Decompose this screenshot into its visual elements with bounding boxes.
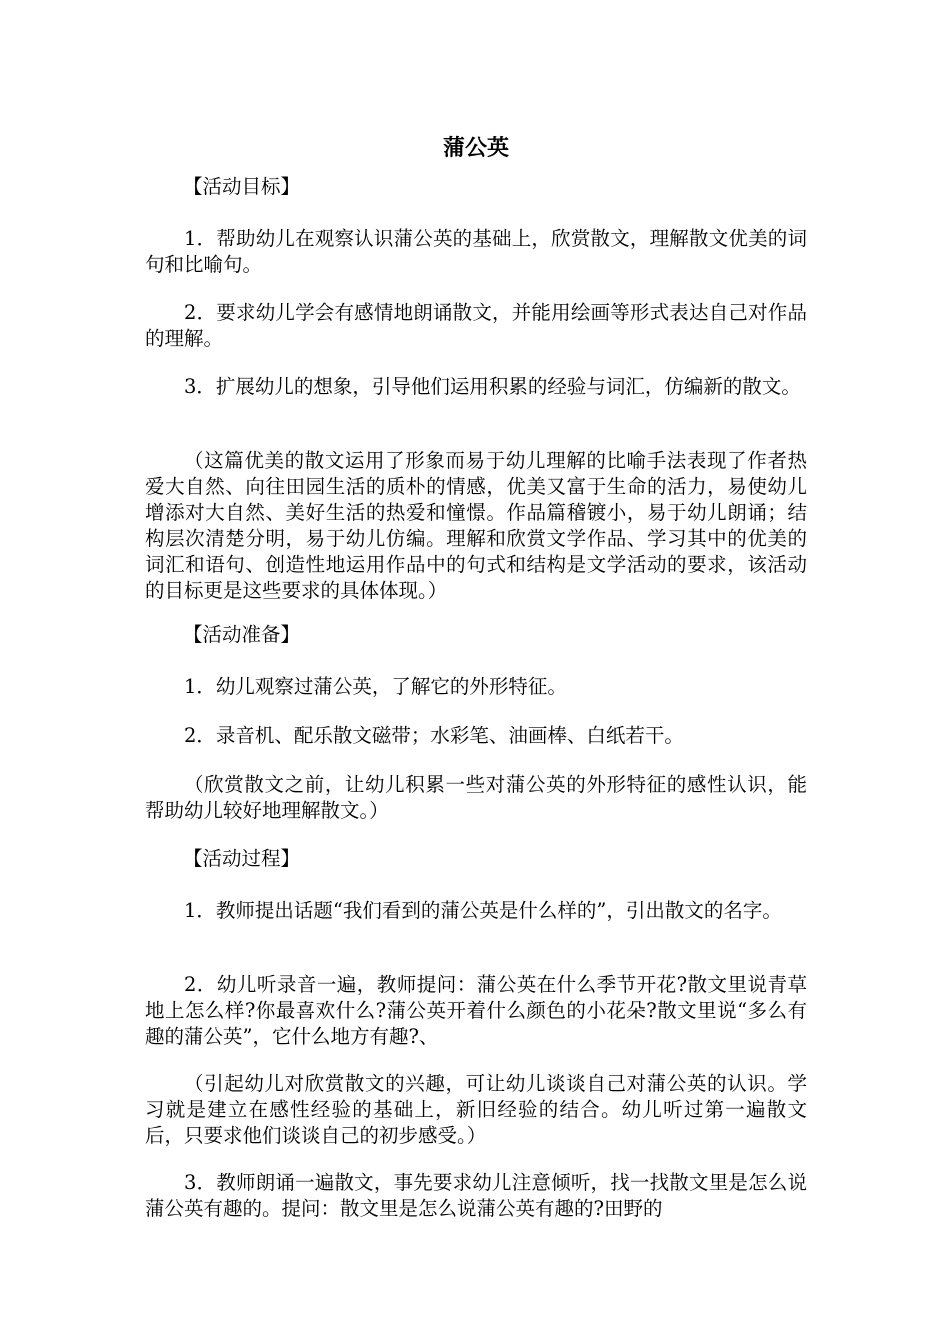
goals-note: （这篇优美的散文运用了形象而易于幼儿理解的比喻手法表现了作者热爱大自然、向往田园生活的质朴的情感，优美又富于生命的活力，易使幼儿增添对大自然、美好生活的热爱和憧憬。作品篇稽镀小，易于幼儿朗诵；结构层次清楚分明，易于幼儿仿编。理解和欣赏文学作品、学习其中的优美的词汇和语句、创造性地运用作品中的句式和结构是文学活动的要求，该活动的目标更是这些要求的具体体现。） <box>145 449 807 602</box>
preparation-heading: 【活动准备】 <box>183 623 301 646</box>
goals-item-3: 3．扩展幼儿的想象，引导他们运用积累的经验与词汇，仿编新的散文。 <box>184 375 801 398</box>
goals-item-2: 2．要求幼儿学会有感情地朗诵散文，并能用绘画等形式表达自己对作品的理解。 <box>145 301 807 350</box>
process-note: （引起幼儿对欣赏散文的兴趣，可让幼儿谈谈自己对蒲公英的认识。学习就是建立在感性经验的基础上，新旧经验的结合。幼儿听过第一遍散文后，只要求他们谈谈自己的初步感受。） <box>145 1072 807 1147</box>
process-item-1: 1．教师提出话题“我们看到的蒲公英是什么样的”，引出散文的名字。 <box>184 899 782 922</box>
process-item-2: 2．幼儿听录音一遍，教师提问：蒲公英在什么季节开花?散文里说青草地上怎么样?你最喜欢什么?蒲公英开着什么颜色的小花朵?散文里说“多么有趣的蒲公英”，它什么地方有趣?、 <box>145 973 807 1048</box>
preparation-note: （欣赏散文之前，让幼儿积累一些对蒲公英的外形特征的感性认识，能帮助幼儿较好地理解散文。） <box>145 773 807 822</box>
goals-item-1: 1．帮助幼儿在观察认识蒲公英的基础上，欣赏散文，理解散文优美的词句和比喻句。 <box>145 227 807 276</box>
process-heading: 【活动过程】 <box>183 847 301 870</box>
goals-heading: 【活动目标】 <box>183 175 301 198</box>
document-title: 蒲公英 <box>442 136 509 161</box>
document-page <box>145 0 807 1344</box>
process-item-3: 3．教师朗诵一遍散文，事先要求幼儿注意倾听，找一找散文里是怎么说蒲公英有趣的。提问：散文里是怎么说蒲公英有趣的?田野的 <box>145 1171 807 1220</box>
preparation-item-1: 1．幼儿观察过蒲公英，了解它的外形特征。 <box>184 675 567 698</box>
preparation-item-2: 2．录音机、配乐散文磁带；水彩笔、油画棒、白纸若干。 <box>184 724 684 747</box>
